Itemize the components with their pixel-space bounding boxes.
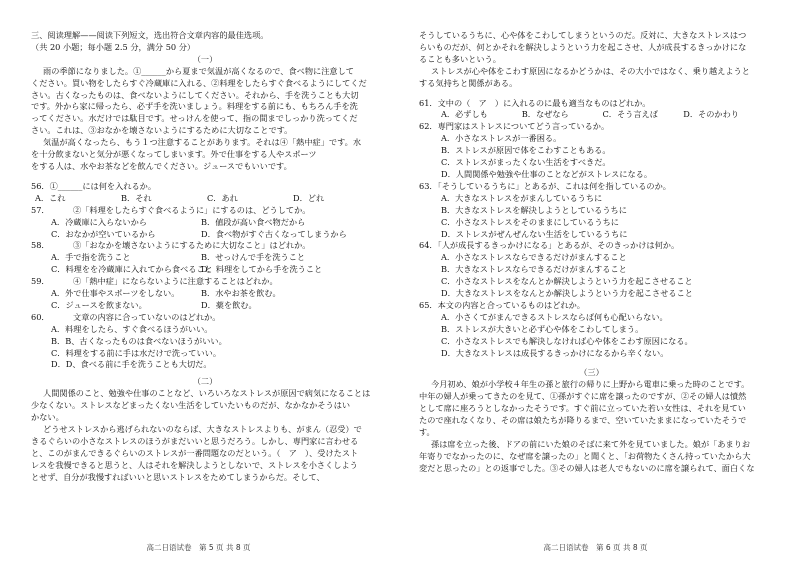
passage-2-continued xyxy=(419,30,764,90)
passage-line: さい。古くなったものは、食べないようにしてください。それから、手を洗うことも大切 xyxy=(31,89,359,100)
passage-1 xyxy=(31,66,379,173)
page-footer: 高二日语试卷 第 5 页 共 8 页 xyxy=(146,543,251,552)
passage-line: として席に座ろうとしなかったそうです。すぐ前に立っていた若い女性は、それを見てい xyxy=(419,403,746,414)
question-65 xyxy=(419,300,764,360)
option-b[interactable]: B．それ xyxy=(121,192,152,203)
options-row xyxy=(31,229,379,241)
option-d[interactable]: D．どれ xyxy=(293,192,325,203)
passage-line: たので座れなくなり、その席は娘たちが降りるまで、空いていたままになっていたそうで xyxy=(419,415,747,426)
option-d[interactable]: D．薬を飲む。 xyxy=(201,299,257,310)
passage-line: きるぐらいの小さなストレスのほうがまだいいと思うだろう。しかし、専門家に言わせる xyxy=(31,435,359,446)
question-56 xyxy=(31,181,379,205)
question-stem: 文章の内容に合っていないのはどれか。 xyxy=(73,311,221,322)
question-number: 59． xyxy=(31,276,50,287)
option-c[interactable]: C．小さなストレスをなんとか解決しようという力を起こさせること xyxy=(441,276,693,287)
options-row xyxy=(31,300,379,312)
passage-line: とせず、自分が我慢すればいいと思いストレスをためてしまうからだ。そして、 xyxy=(31,471,325,482)
passage-line: そうしているうちに、心や体をこわしてしまうというのだ。反対に、大きなストレスはつ xyxy=(419,30,747,40)
question-number: 58． xyxy=(31,240,50,251)
question-58 xyxy=(31,240,379,276)
option-b[interactable]: B．せっけんで手を洗うこと xyxy=(201,252,306,263)
page-footer: 高二日语试卷 第 6 页 共 8 页 xyxy=(543,543,648,552)
passage-line: らいものだが、何とかそれを解決しようという力を起こさせ、人が成長するきっかけにな xyxy=(419,41,747,52)
option-b[interactable]: B．大きなストレスを解決しようとしているうちに xyxy=(441,204,627,215)
option-d[interactable]: D．大きなストレスは成長するきっかけになるから辛くない。 xyxy=(441,347,669,358)
option-a[interactable]: A．料理をしたら、すぐ食べるほうがいい。 xyxy=(51,323,213,334)
question-stem: ④「熱中症」にならないように注意することはどれか。 xyxy=(73,276,278,287)
passage-line: を十分飲まないと気分が悪くなってしまいます。外で仕事をする人やスポーツ xyxy=(31,149,317,160)
question-59 xyxy=(31,276,379,312)
passage-line: 今月初め、娘が小学校４年生の孫と旅行の帰りに上野から電車に乗った時のことです。 xyxy=(431,379,750,390)
passage-line: さい。これは、③おなかを壊さないようにするために大切なことです。 xyxy=(31,125,293,136)
question-stem-row xyxy=(31,312,379,324)
exam-page-right xyxy=(397,0,794,561)
option-b[interactable]: B．水やお茶を飲む。 xyxy=(201,288,281,299)
question-61 xyxy=(419,98,764,122)
passage-line: かない。 xyxy=(31,412,64,423)
option-d[interactable]: D．食べ物がすぐ古くなってしまうから xyxy=(201,228,347,239)
passage-line: ってください。水だけでは駄目です。せっけんを使って、指の間までしっかり洗ってくだ xyxy=(31,113,358,124)
option-c[interactable]: C．ストレスがまったくない生活をすべきだ。 xyxy=(441,157,611,168)
option-d[interactable]: D．そのかわり xyxy=(683,109,739,120)
passage-line: す。 xyxy=(419,427,435,437)
passage-line: と、このがまんできるぐらいのストレスが一番問題なのだという。（ ア ）、受けたスト xyxy=(31,447,359,458)
options-row xyxy=(31,288,379,300)
passage-line: です。外から家に帰ったら、必ず手を洗いましょう。料理をする前にも、もちろん手を洗 xyxy=(31,101,358,112)
passage-line: 少なくない。ストレスなどまったくない生活をしていたいものだが、なかなかそうはい xyxy=(31,400,351,411)
option-a[interactable]: A．冷蔵庫に入らないから xyxy=(51,216,147,227)
passage-line: 中年の婦人が乗ってきたのを見て、①孫がすぐに席を譲ったのですが、②その婦人は憤然 xyxy=(419,391,747,402)
passage-line: レスを我慢できると思うと、人はそれを解決しようとしないで、ストレスを小さくしよう xyxy=(31,459,358,470)
option-a[interactable]: A．小さなストレスが一番困る。 xyxy=(441,133,562,144)
option-a[interactable]: A．小さなストレスならできるだけがまんすること xyxy=(441,252,627,263)
option-b[interactable]: B．ストレスが大きいと必ず心や体をこわしてしまう。 xyxy=(441,323,644,334)
options-row xyxy=(31,217,379,229)
option-d[interactable]: D．ストレスがぜんぜんない生活をしているうちに xyxy=(441,228,628,239)
question-stem-row xyxy=(31,276,379,288)
passage-line: 人間関係のこと、勉強や仕事のことなど、いろいろなストレスが原因で病気になることは xyxy=(43,388,371,399)
question-stem: 64．「人が成長するきっかけになる」とあるが、そのきっかけは何か。 xyxy=(419,240,680,251)
option-c[interactable]: C．料理をする前に手は水だけで洗っていい。 xyxy=(51,347,222,358)
option-d[interactable]: D．D、食べる前に手を洗うことも大切だ。 xyxy=(51,359,212,370)
option-a[interactable]: A．外で仕事やスポーツをしない。 xyxy=(51,288,180,299)
passage-line: する気持ちと関係がある。 xyxy=(419,77,518,88)
passage-2 xyxy=(31,388,379,483)
option-c[interactable]: C．そう言えば xyxy=(602,109,658,120)
option-c[interactable]: C．小さなストレスでも解決しなければ心や体をこわす原因になる。 xyxy=(441,335,693,346)
passage-line: をする人は、水やお茶などを飲んでください。ジュースでもいいです。 xyxy=(31,160,292,171)
question-62 xyxy=(419,121,764,181)
options-row xyxy=(419,109,764,121)
question-stem-row xyxy=(31,205,379,217)
option-b[interactable]: B．大きなストレスならできるだけがまんすること xyxy=(441,264,627,275)
question-number: 57． xyxy=(31,204,50,215)
option-a[interactable]: A．手で指を洗うこと xyxy=(51,252,131,263)
option-d[interactable]: D．大きなストレスをなんとか解決しようという力を起こさせること xyxy=(441,288,693,299)
question-stem: 62．専門家はストレスについてどう言っているか。 xyxy=(419,121,610,132)
options-row xyxy=(31,193,379,205)
option-c[interactable]: C．小さなストレスをそのままにしているうちに xyxy=(441,216,619,227)
question-stem: 56．①______には何を入れるか。 xyxy=(31,180,157,191)
passage-line: 雨の季節になりました。①______から夏まで気温が高くなるので、食べ物に注意して xyxy=(43,65,354,76)
part2-title: （二） xyxy=(192,376,218,387)
question-stem: 61．文中の（ ア ）に入れるのに最も適当なものはどれか。 xyxy=(419,97,651,108)
option-b[interactable]: B．値段が高い食べ物だから xyxy=(201,216,306,227)
section-header: 三、阅读理解——阅读下列短文，选出符合文章内容的最佳选项。 xyxy=(31,30,269,40)
option-c[interactable]: C．ジュースを飲まない。 xyxy=(51,299,147,310)
part1-title: （一） xyxy=(192,53,218,64)
passage-line: どうせストレスから逃げられないのならば、大きなストレスよりも、がまん（忍受）で xyxy=(43,424,362,434)
question-number: 60． xyxy=(31,311,50,322)
option-a[interactable]: A．これ xyxy=(35,192,66,203)
option-a[interactable]: A．小さくてがまんできるストレスならば何も心配いらない。 xyxy=(441,311,668,322)
question-64 xyxy=(419,240,764,300)
question-stem: ③「おなかを壊さないようにするために大切なこと」はどれか。 xyxy=(73,240,311,251)
options-row xyxy=(31,252,379,264)
option-a[interactable]: A．大きなストレスをがまんしているうちに xyxy=(441,192,603,203)
option-c[interactable]: C．おなかが空いているから xyxy=(51,228,156,239)
option-a[interactable]: A．必ずしも xyxy=(441,109,488,120)
option-c[interactable]: C．あれ xyxy=(207,192,238,203)
passage-3 xyxy=(419,379,764,474)
passage-line: 孫は席を立った後、ドアの前にいた娘のそばに来て外を見ていました。娘が「あまりお xyxy=(431,438,751,449)
passage-line: ストレスが心や体をこわす原因になるかどうかは、その大小ではなく、乗り越えようと xyxy=(431,65,750,76)
passage-line: ることも多いという。 xyxy=(419,53,501,64)
section-note: （共 20 小题；每小题 2.5 分，满分 50 分） xyxy=(31,41,196,52)
question-stem: ②「料理をしたらすぐ食べるように」にするのは、どうしてか。 xyxy=(73,204,311,215)
option-b[interactable]: B．B、古くなったものは食べないほうがいい。 xyxy=(51,335,227,346)
question-63 xyxy=(419,181,764,241)
option-d[interactable]: D．料理をしてから手を洗うこと xyxy=(201,264,323,275)
question-57 xyxy=(31,205,379,241)
question-stem: 63．「そうしているうちに」とあるが、これは何を指しているのか。 xyxy=(419,180,671,191)
option-c[interactable]: C．料理をを冷蔵庫に入れてから食べること xyxy=(51,264,213,275)
options-row xyxy=(31,264,379,276)
part3-title: （三） xyxy=(579,367,604,378)
option-d[interactable]: D．人間関係や勉強や仕事のことなどがストレスになる。 xyxy=(441,168,653,179)
option-b[interactable]: B．ストレスが原因で体をこわすこともある。 xyxy=(441,145,611,156)
passage-line: ください。買い物をしたらすぐ冷蔵庫に入れる、②料理をしたらすぐ食べるようにしてくだ xyxy=(31,77,367,88)
question-stem-row xyxy=(31,240,379,252)
question-stem: 65．本文の内容と合っているものはどれか。 xyxy=(419,299,585,310)
passage-line: 変だと思ったの」との返事でした。③その婦人は老人でもないのに席を譲られて、面白くな xyxy=(419,462,755,473)
passage-line: 年寄りでなかったのに、なぜ席を譲ったの」と聞くと、「お荷物たくさん持っていたから大 xyxy=(419,450,751,461)
passage-line: 気温が高くなったら、もう１つ注意することがあります。それは④「熱中症」です。水 xyxy=(43,137,362,148)
question-60 xyxy=(31,312,379,372)
option-b[interactable]: B．なぜなら xyxy=(521,109,569,120)
